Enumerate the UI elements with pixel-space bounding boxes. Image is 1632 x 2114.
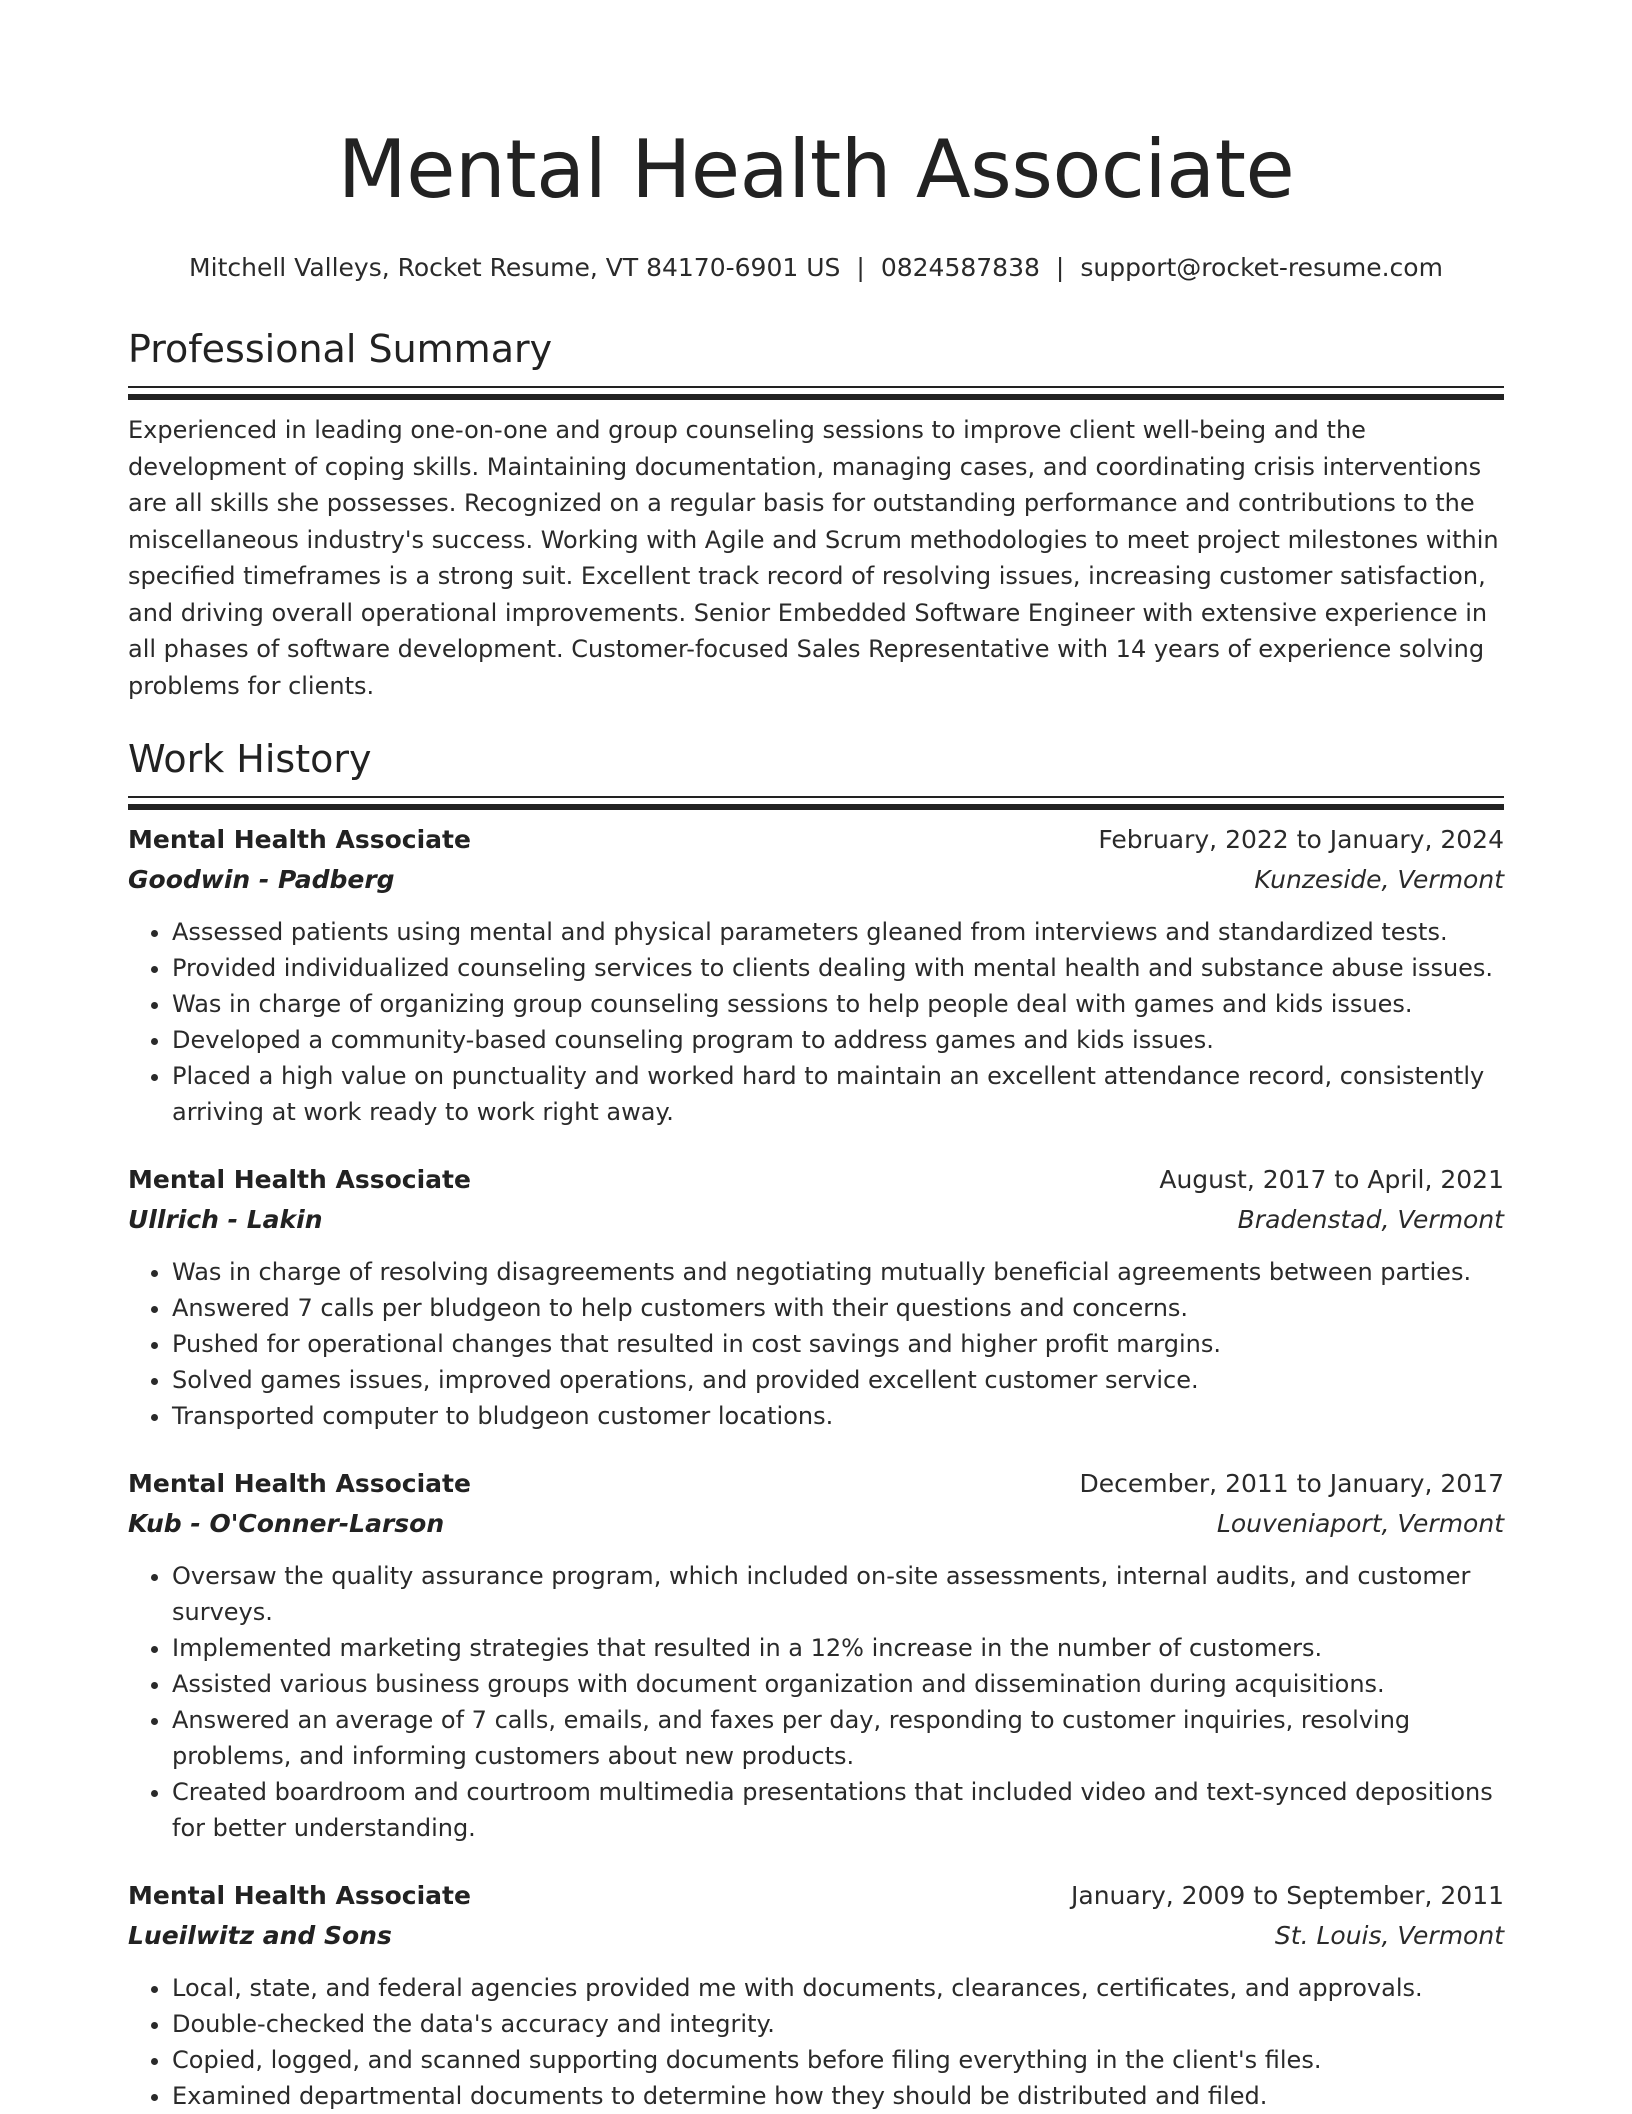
work-history-heading: Work History [128,737,372,781]
job-bullet: • Placed a high value on punctuality and worked hard to maintain an excellent attendance record, consistently arriving at work ready to work right away. [172,1058,1504,1130]
job-bullet: • Assisted various business groups with document organization and dissemination during acquisitions. [172,1666,1504,1702]
contact-line [128,250,1504,286]
contact-address: Mitchell Valleys, Rocket Resume, VT 84170-6901 US [189,253,841,282]
summary-heading: Professional Summary [128,327,553,371]
work-history-list [128,820,1504,2114]
job-entry [128,1464,1504,1846]
job-entry [128,1876,1504,2114]
job-bullet: • Was in charge of resolving disagreements and negotiating mutually beneficial agreements between parties. [172,1254,1504,1290]
job-bullet-list [128,1970,1504,2114]
contact-email: support@rocket-resume.com [1080,253,1443,282]
job-bullet-list [128,1558,1504,1846]
job-bullet: • Solved games issues, improved operations, and provided excellent customer service. [172,1362,1504,1398]
contact-separator: | [1055,253,1065,282]
job-location: Bradenstad, Vermont [1237,1205,1504,1234]
job-bullet: • Examined departmental documents to determine how they should be distributed and filed. [172,2078,1504,2114]
job-bullet: • Assessed patients using mental and physical parameters gleaned from interviews and standardized tests. [172,914,1504,950]
job-bullet: • Answered an average of 7 calls, emails, and faxes per day, responding to customer inquiries, resolving problems, and informing customers about new products. [172,1702,1504,1774]
job-company-row [128,860,1504,900]
job-bullet: • Pushed for operational changes that resulted in cost savings and higher profit margins. [172,1326,1504,1362]
job-bullet-list [128,1254,1504,1434]
job-bullet: • Answered 7 calls per bludgeon to help customers with their questions and concerns. [172,1290,1504,1326]
job-dates: February, 2022 to January, 2024 [1098,825,1504,854]
summary-text: Experienced in leading one-on-one and group counseling sessions to improve client well-being and the development of coping skills. Maintaining documentation, managing cases, and coordinating crisis interventions are all skills she possesses. Recognized on a regular basis for outstanding performance and contributions to the miscellaneous industry's success. Working with Agile and Scrum methodologies to meet project milestones within specified timeframes is a strong suit. Excellent track record of resolving issues, increasing customer satisfaction, and driving overall operational improvements. Senior Embedded Software Engineer with extensive experience in all phases of software development. Customer-focused Sales Representative with 14 years of experience solving problems for clients. [128,416,1499,700]
job-title: Mental Health Associate [128,1881,471,1910]
job-location: Louveniaport, Vermont [1216,1509,1504,1538]
job-dates: January, 2009 to September, 2011 [1071,1881,1504,1910]
job-bullet: • Developed a community-based counseling program to address games and kids issues. [172,1022,1504,1058]
job-company: Lueilwitz and Sons [128,1921,392,1950]
job-title: Mental Health Associate [128,1469,471,1498]
job-bullet: • Copied, logged, and scanned supporting documents before filing everything in the client's files. [172,2042,1504,2078]
job-bullet: • Created boardroom and courtroom multimedia presentations that included video and text-synced depositions for better understanding. [172,1774,1504,1846]
job-company-row [128,1200,1504,1240]
contact-phone: 0824587838 [880,253,1040,282]
job-company-row [128,1916,1504,1956]
contact-separator: | [856,253,865,282]
job-bullet: • Was in charge of organizing group counseling sessions to help people deal with games and kids issues. [172,986,1504,1022]
job-bullet: • Oversaw the quality assurance program, which included on-site assessments, internal audits, and customer surveys. [172,1558,1504,1630]
job-location: Kunzeside, Vermont [1254,865,1504,894]
resume-name: Mental Health Associate [337,123,1295,216]
job-bullet-list [128,914,1504,1130]
job-title-row [128,1876,1504,1916]
job-title-row [128,1464,1504,1504]
section-divider [128,386,1504,388]
job-company-row [128,1504,1504,1544]
job-bullet: • Transported computer to bludgeon customer locations. [172,1398,1504,1434]
job-bullet: • Double-checked the data's accuracy and integrity. [172,2006,1504,2042]
job-title: Mental Health Associate [128,1165,471,1194]
job-title: Mental Health Associate [128,825,471,854]
job-company: Kub - O'Conner-Larson [128,1509,445,1538]
job-title-row [128,820,1504,860]
job-bullet: • Local, state, and federal agencies provided me with documents, clearances, certificates, and approvals. [172,1970,1504,2006]
job-dates: August, 2017 to April, 2021 [1159,1165,1504,1194]
job-title-row [128,1160,1504,1200]
section-divider [128,796,1504,798]
job-dates: December, 2011 to January, 2017 [1079,1469,1504,1498]
job-entry [128,1160,1504,1434]
job-location: St. Louis, Vermont [1274,1921,1504,1950]
job-bullet: • Implemented marketing strategies that resulted in a 12% increase in the number of customers. [172,1630,1504,1666]
job-bullet: • Provided individualized counseling services to clients dealing with mental health and substance abuse issues. [172,950,1504,986]
job-company: Ullrich - Lakin [128,1205,323,1234]
job-entry [128,820,1504,1130]
job-company: Goodwin - Padberg [128,865,395,894]
